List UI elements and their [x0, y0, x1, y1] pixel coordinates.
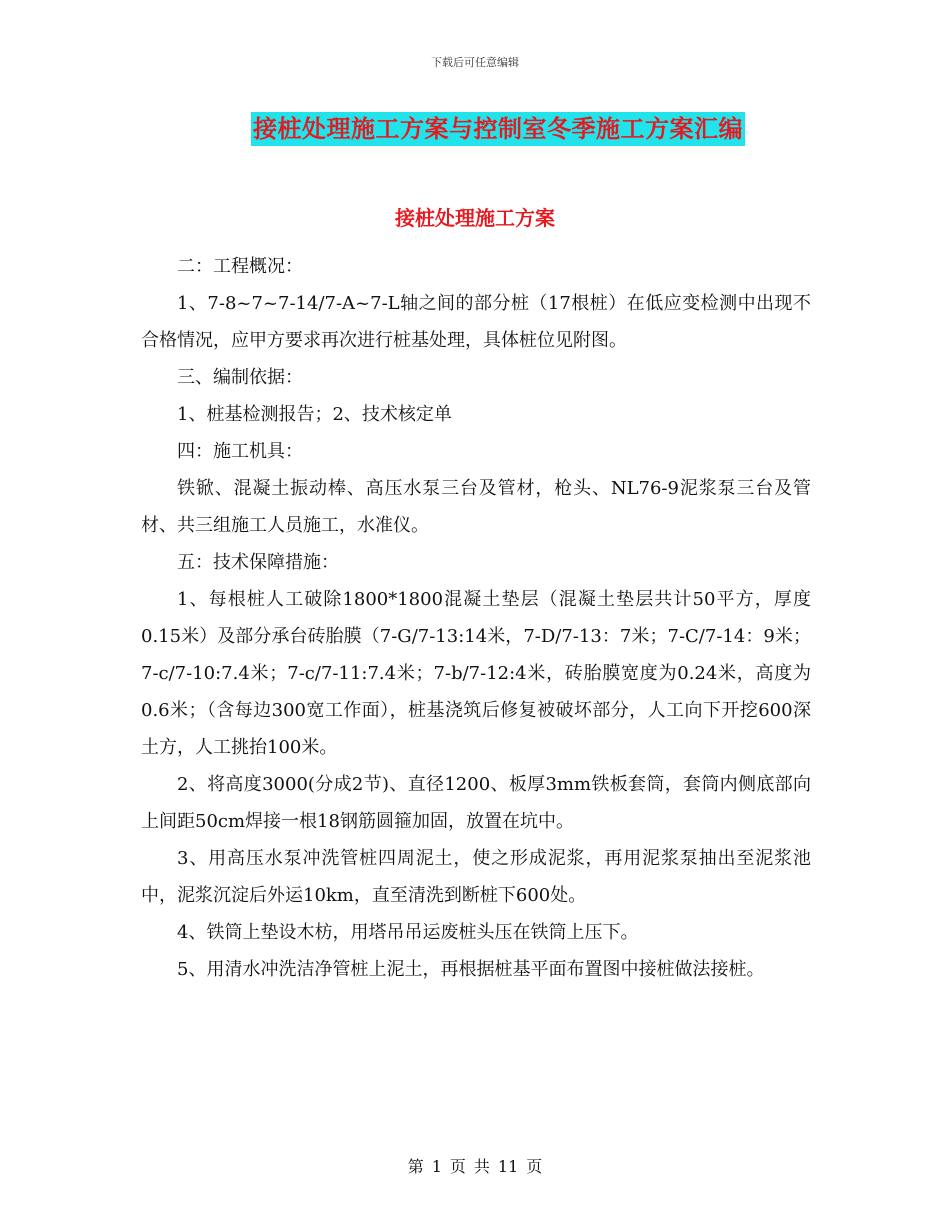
- paragraph: 三、编制依据：: [177, 367, 303, 388]
- paragraph: 3、用高压水泵冲洗管桩四周泥土，使之形成泥浆，再用泥浆泵抽出至泥浆池中，泥浆沉淀后外运10km，直至清洗到断桩下600处。: [141, 848, 811, 906]
- document-title-container: [0, 112, 950, 146]
- document-title: 接桩处理施工方案与控制室冬季施工方案汇编: [251, 112, 745, 146]
- footer-total-pages: 11: [497, 1157, 519, 1176]
- paragraph: 1、每根桩人工破除1800*1800混凝土垫层（混凝土垫层共计50平方，厚度0.15米）及部分承台砖胎膜（7-G/7-13:14米，7-D/7-13：7米；7-C/7-14：9米；7-c/7-10:7.4米；7-c/7-11:7.4米；7-b/7-12:4米，砖胎膜宽度为0.24米，高度为0.6米；（含每边300宽工作面），桩基浇筑后修复被破坏部分，人工向下开挖600深土方，人工挑抬100米。: [141, 589, 811, 758]
- footer-total-label: 共: [473, 1157, 490, 1176]
- page-footer: [0, 1154, 950, 1177]
- header-note: 下载后可任意编辑: [431, 56, 519, 69]
- footer-page-label: 第: [407, 1157, 424, 1176]
- paragraph: 1、桩基检测报告；2、技术核定单: [177, 404, 452, 425]
- paragraph: 2、将高度3000(分成2节)、直径1200、板厚3mm铁板套筒，套筒内侧底部向上间距50cm焊接一根18钢筋圆箍加固，放置在坑中。: [141, 774, 811, 832]
- paragraph: 5、用清水冲洗洁净管桩上泥土，再根据桩基平面布置图中接桩做法接桩。: [177, 959, 765, 980]
- paragraph: 四：施工机具：: [177, 441, 303, 462]
- paragraph: 4、铁筒上垫设木枋，用塔吊吊运废桩头压在铁筒上压下。: [177, 922, 639, 943]
- body-text: [141, 248, 811, 988]
- footer-page-number: 1: [431, 1157, 442, 1176]
- footer-total-unit: 页: [526, 1157, 543, 1176]
- paragraph: 二：工程概况：: [177, 256, 303, 277]
- paragraph: 1、7-8~7~7-14/7-A~7-L轴之间的部分桩（17根桩）在低应变检测中出现不合格情况，应甲方要求再次进行桩基处理，具体桩位见附图。: [141, 293, 811, 351]
- footer-page-unit: 页: [449, 1157, 466, 1176]
- paragraph: 五：技术保障措施：: [177, 552, 339, 573]
- section-title: 接桩处理施工方案: [395, 206, 555, 230]
- paragraph: 铁锨、混凝土振动棒、高压水泵三台及管材，枪头、NL76-9泥浆泵三台及管材、共三组施工人员施工，水准仪。: [141, 478, 811, 536]
